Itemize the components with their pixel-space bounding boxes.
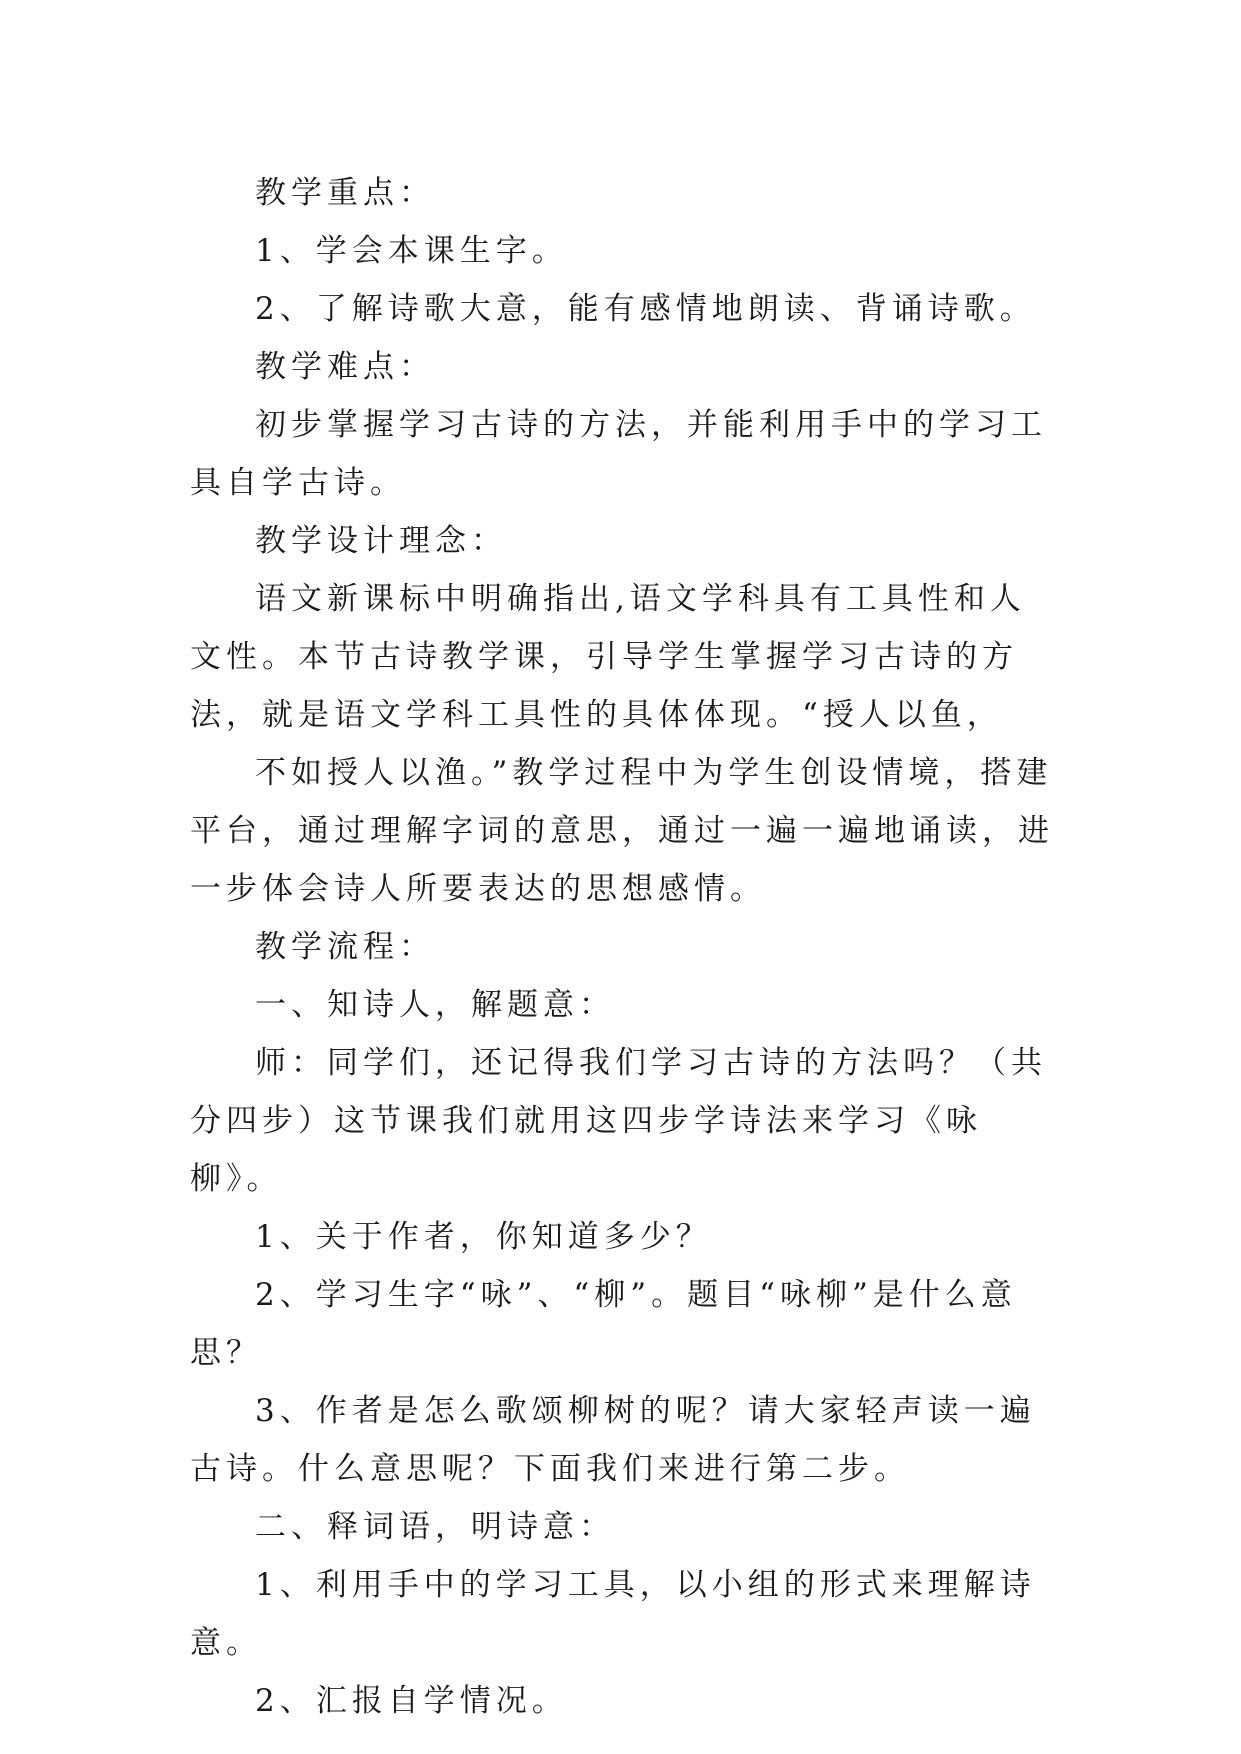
heading-teaching-process: 教学流程： — [255, 929, 435, 965]
design-concept-text: 语文新课标中明确指出,语文学科具有工具性和人文性。本节古诗教学课，引导学生掌握学习古诗的方法，就是语文学科工具性的具体体现。“授人以鱼， — [190, 581, 1026, 733]
section-two-heading: 二、释词语，明诗意： — [255, 1509, 615, 1545]
focus-item-2: 2、了解诗歌大意，能有感情地朗读、背诵诗歌。 — [255, 291, 1036, 327]
heading-design-concept: 教学设计理念： — [255, 523, 507, 559]
design-concept-text-continued: 不如授人以渔。”教学过程中为学生创设情境，搭建平台，通过理解字词的意思，通过一遍一遍地诵读，进一步体会诗人所要表达的思想感情。 — [190, 755, 1054, 907]
heading-teaching-difficulty: 教学难点： — [255, 349, 435, 385]
section-two-item-2: 2、汇报自学情况。 — [255, 1683, 568, 1719]
section-one-item-1: 1、关于作者，你知道多少？ — [255, 1219, 712, 1255]
heading-teaching-focus: 教学重点： — [255, 175, 435, 211]
focus-item-1: 1、学会本课生字。 — [255, 233, 568, 269]
section-one-heading: 一、知诗人，解题意： — [255, 987, 615, 1023]
document-body — [190, 164, 1060, 1730]
section-one-item-3: 3、作者是怎么歌颂柳树的呢？请大家轻声读一遍古诗。什么意思呢？下面我们来进行第二步。 — [190, 1393, 1036, 1487]
teacher-intro-text: 师：同学们，还记得我们学习古诗的方法吗？（共分四步）这节课我们就用这四步学诗法来学习《咏柳》。 — [190, 1045, 1047, 1197]
section-one-item-2: 2、学习生字“咏”、“柳”。题目“咏柳”是什么意思？ — [190, 1277, 1017, 1371]
section-two-item-1: 1、利用手中的学习工具，以小组的形式来理解诗意。 — [190, 1567, 1036, 1661]
difficulty-text: 初步掌握学习古诗的方法，并能利用手中的学习工具自学古诗。 — [190, 407, 1047, 501]
